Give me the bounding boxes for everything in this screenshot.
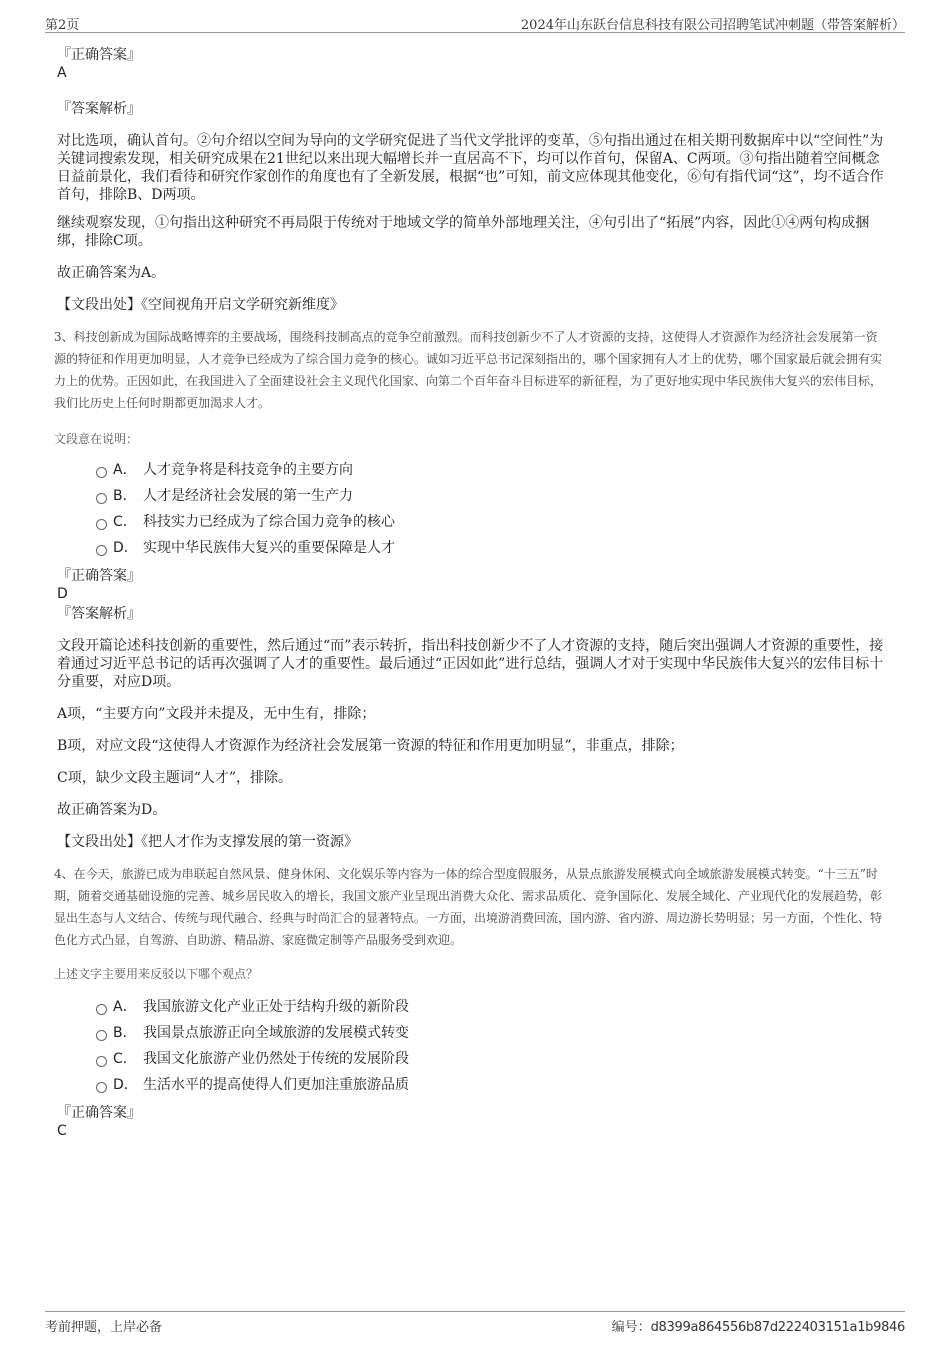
code-label: 编号：: [611, 1320, 651, 1335]
source-line: [57, 833, 887, 851]
option-c[interactable]: C． 我国文化旅游产业仍然处于传统的发展阶段: [57, 1046, 887, 1072]
analysis-paragraph: 故正确答案为D。: [57, 802, 167, 818]
radio-icon[interactable]: [96, 1056, 107, 1067]
question-stem: 4、在今天，旅游已成为串联起自然风景、健身休闲、文化娱乐等内容为一体的综合型度假服务，从景点旅游发展模式向全域旅游发展模式转变。“十三五”时期，随着交通基础设施的完善、城乡居民收入的增长，我国文旅产业呈现出消费大众化、需求品质化、竞争国际化、发展全域化、产业现代化的发展趋势，彰显出生态与人文结合、传统与现代融合、经典与时尚汇合的显著特点。一方面，出境游消费回流，国内游、省内游、周边游长势明显；另一方面，个性化、特色化方式凸显，自驾游、自助游、精品游、家庭微定制等产品服务受到欢迎。: [54, 867, 883, 947]
analysis-paragraph: 继续观察发现，①句指出这种研究不再局限于传统对于地域文学的简单外部地理关注，④句引出了“拓展”内容，因此①④两句构成捆绑，排除C项。: [57, 215, 870, 249]
analysis-paragraph: 文段开篇论述科技创新的重要性，然后通过“而”表示转折，指出科技创新少不了人才资源的支持，随后突出强调人才资源的重要性，接着通过习近平总书记的话再次强调了人才的重要性。最后通过“正因如此”进行总结，强调人才对于实现中华民族伟大复兴的宏伟目标十分重要，对应D项。: [57, 638, 884, 690]
page-number: 第2页: [45, 18, 80, 33]
question-stem: 3、科技创新成为国际战略博弈的主要战场，围绕科技制高点的竞争空前激烈。而科技创新少不了人才资源的支持，这使得人才资源作为经济社会发展第一资源的特征和作用更加明显，人才竞争已经成为了综合国力竞争的核心。诚如习近平总书记深刻指出的，哪个国家拥有人才上的优势，哪个国家最后就会拥有实力上的优势。正因如此，在我国进入了全面建设社会主义现代化国家、向第二个百年奋斗目标进军的新征程，为了更好地实现中华民族伟大复兴的宏伟目标，我们比历史上任何时期都更加渴求人才。: [54, 330, 883, 410]
option-d[interactable]: D． 生活水平的提高使得人们更加注重旅游品质: [57, 1072, 887, 1098]
analysis-paragraph: 故正确答案为A。: [57, 265, 166, 281]
footer-slogan: 考前押题，上岸必备: [45, 1320, 163, 1335]
radio-icon[interactable]: [96, 1004, 107, 1015]
radio-icon[interactable]: [96, 519, 107, 530]
option-a[interactable]: A． 人才竞争将是科技竞争的主要方向: [57, 457, 887, 483]
analysis-paragraph: 对比选项，确认首句。②句介绍以空间为导向的文学研究促进了当代文学批评的变革，⑤句指出通过在相关期刊数据库中以“空间性”为关键词搜索发现，相关研究成果在21世纪以来出现大幅增长并一直居高不下，均可以作首句，保留A、C两项。③句指出随着空间概念日益前景化，我们看待和研究作家创作的角度也有了全新发展，根据“也”可知，前文应体现其他变化，⑥句有指代词“这”，均不适合作首句，排除B、D两项。: [57, 133, 884, 203]
radio-icon[interactable]: [96, 467, 107, 478]
answer-value: A: [57, 65, 67, 81]
source-title: 《把人才作为支撑发展的第一资源》: [141, 834, 358, 850]
answer-label: 『正确答案』: [57, 47, 141, 63]
option-a[interactable]: A． 我国旅游文化产业正处于结构升级的新阶段: [57, 994, 887, 1020]
option-list: [57, 994, 887, 1098]
page-footer: [45, 1311, 905, 1336]
analysis-label: 『答案解析』: [57, 606, 141, 622]
source-label: 【文段出处】: [57, 297, 141, 313]
option-d[interactable]: D． 实现中华民族伟大复兴的重要保障是人才: [57, 535, 887, 561]
question-prompt: 文段意在说明：: [54, 432, 139, 446]
option-b[interactable]: B． 人才是经济社会发展的第一生产力: [57, 483, 887, 509]
radio-icon[interactable]: [96, 493, 107, 504]
source-label: 【文段出处】: [57, 834, 141, 850]
radio-icon[interactable]: [96, 1082, 107, 1093]
analysis-label: 『答案解析』: [57, 101, 141, 117]
radio-icon[interactable]: [96, 545, 107, 556]
page-content: [54, 46, 887, 1140]
analysis-paragraph: C项，缺少文段主题词“人才”，排除。: [57, 770, 293, 786]
answer-label: 『正确答案』: [57, 1105, 141, 1121]
document-title: 2024年山东跃台信息科技有限公司招聘笔试冲刺题（带答案解析）: [520, 18, 905, 33]
page-header: [45, 10, 905, 33]
question-4: [54, 863, 887, 982]
source-line: [57, 296, 887, 314]
question-prompt: 上述文字主要用来反驳以下哪个观点？: [54, 967, 259, 981]
analysis-paragraph: A项，“主要方向”文段并未提及，无中生有，排除；: [57, 706, 376, 722]
radio-icon[interactable]: [96, 1030, 107, 1041]
option-list: [57, 457, 887, 561]
answer-value: C: [57, 1123, 67, 1139]
code-value: d8399a864556b87d222403151a1b9846: [650, 1320, 905, 1335]
answer-label: 『正确答案』: [57, 568, 141, 584]
question-3: [54, 326, 887, 447]
analysis-paragraph: B项，对应文段“这使得人才资源作为经济社会发展第一资源的特征和作用更加明显”，非重点，排除；: [57, 738, 684, 754]
option-c[interactable]: C． 科技实力已经成为了综合国力竞争的核心: [57, 509, 887, 535]
answer-value: D: [57, 586, 68, 602]
document-code: [612, 1316, 905, 1335]
option-b[interactable]: B． 我国景点旅游正向全域旅游的发展模式转变: [57, 1020, 887, 1046]
source-title: 《空间视角开启文学研究新维度》: [141, 297, 344, 313]
